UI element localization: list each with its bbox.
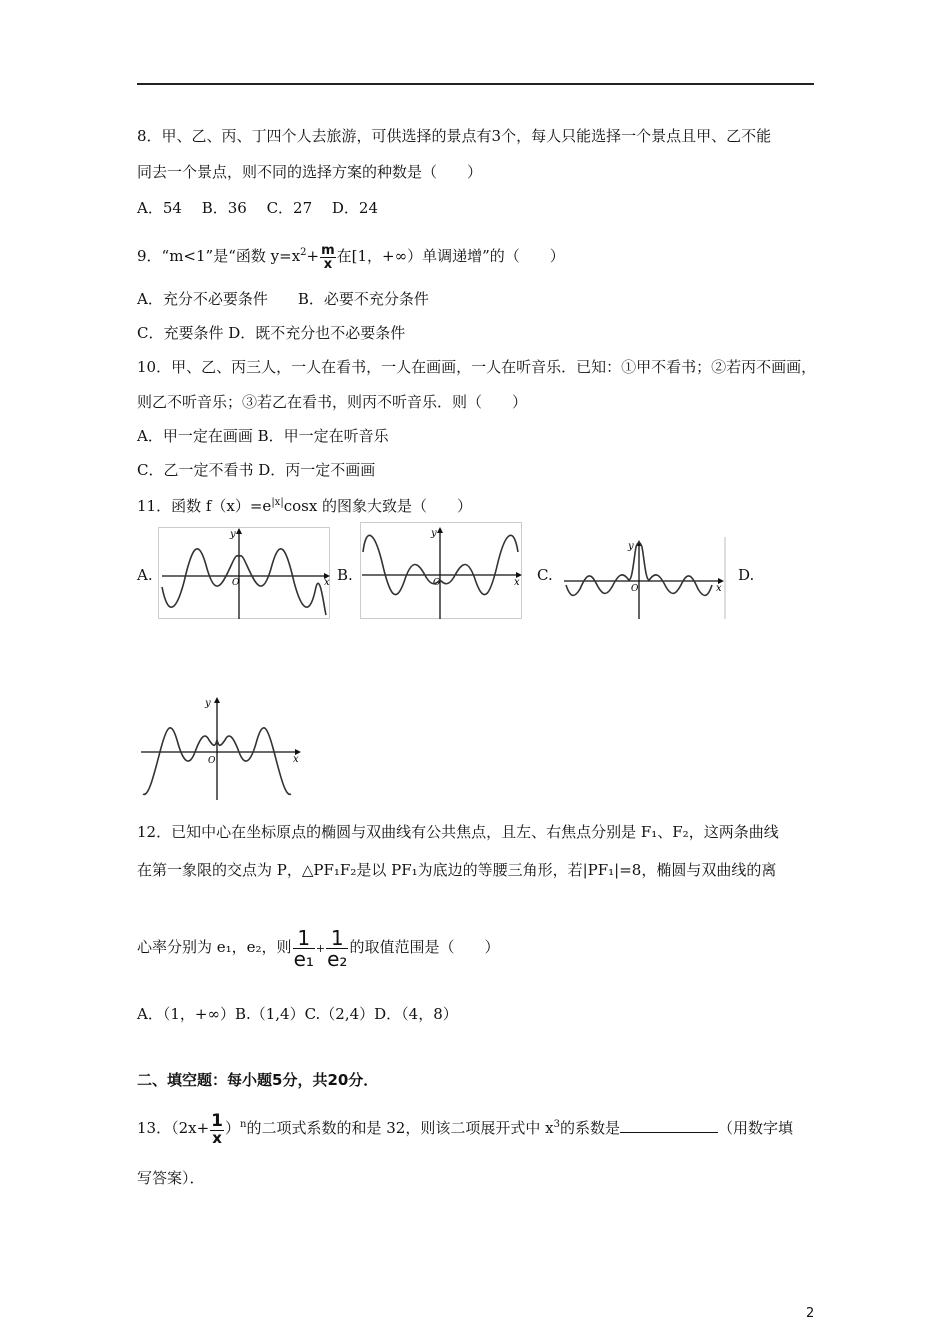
graph-c-x-label: x — [716, 583, 722, 594]
q12-line3 — [137, 918, 499, 976]
graph-b-x-label: x — [514, 577, 520, 588]
q11-option-d-label: D. — [738, 566, 755, 584]
q13-fraction — [210, 1110, 224, 1147]
q12-frac2-den: e₂ — [327, 946, 348, 971]
q10-options-1: A．甲一定在画画 B．甲一定在听音乐 — [137, 427, 389, 445]
q12-line3-post: 的取值范围是（ ） — [349, 938, 500, 956]
q12-options: A．（1，+∞）B.（1,4）C.（2,4）D．（4，8） — [137, 1005, 458, 1023]
graph-d-y-arrow — [214, 697, 220, 703]
q11-pre: 11．函数 f（x）=e — [137, 497, 272, 515]
q13-answer-blank[interactable] — [620, 1117, 718, 1133]
q9-fraction — [320, 244, 336, 271]
graph-b-y-label: y — [431, 528, 437, 539]
q13-text2: 的系数是 — [559, 1119, 620, 1137]
q13-frac-den: x — [212, 1128, 222, 1147]
q11-graph-a — [158, 527, 330, 619]
q13-line2: 写答案）． — [137, 1169, 205, 1187]
q11-option-a-label: A. — [137, 566, 153, 584]
q9-frac-num: m — [321, 242, 335, 258]
q11-graph-d — [137, 690, 305, 800]
section-heading: 二、填空题：每小题5分，共20分． — [137, 1071, 379, 1089]
q11-sup: |x| — [271, 497, 284, 508]
q12-frac2-num: 1 — [326, 928, 348, 949]
q9-options-1: A．充分不必要条件 B．必要不充分条件 — [137, 290, 429, 308]
q12-frac1-num: 1 — [293, 928, 315, 949]
q9-pre: 9．“m<1”是“函数 y=x — [137, 247, 301, 265]
q10-options-2: C．乙一定不看书 D．丙一定不画画 — [137, 461, 376, 479]
q12-line3-pre: 心率分别为 e₁，e₂，则 — [137, 938, 292, 956]
q13-stem — [137, 1102, 793, 1148]
q10-line2: 则乙不听音乐；③若乙在看书，则丙不听音乐．则（ ） — [137, 393, 528, 411]
graph-b-y-arrow — [437, 527, 443, 533]
q9-stem — [137, 236, 565, 270]
graph-d-x-label: x — [293, 754, 299, 765]
q12-frac1-den: e₁ — [293, 946, 314, 971]
q9-options-2: C．充要条件 D．既不充分也不必要条件 — [137, 324, 406, 342]
q12-fraction-2 — [326, 925, 348, 971]
q11-option-c-label: C. — [537, 566, 553, 584]
q13-sup-n: n — [240, 1119, 247, 1130]
q11-graph-c — [562, 537, 726, 619]
header-rule — [137, 83, 814, 85]
q10-line1: 10．甲、乙、丙三人，一人在看书，一人在画画，一人在听音乐．已知：①甲不看书；②若丙不画画， — [137, 358, 817, 376]
graph-a-origin: O — [232, 578, 240, 588]
q9-post: 在[1，+∞）单调递增”的（ ） — [336, 247, 565, 265]
q9-plus: + — [306, 247, 320, 265]
q12-plus: + — [315, 942, 326, 955]
graph-b-origin: O — [433, 578, 441, 588]
q13-pre: 13．（2x+ — [137, 1119, 210, 1137]
q12-line1: 12．已知中心在坐标原点的椭圆与双曲线有公共焦点，且左、右焦点分别是 F₁、F₂，这两条曲线 — [137, 823, 779, 841]
q13-close: ） — [225, 1119, 241, 1137]
q11-post: cosx 的图象大致是（ ） — [283, 497, 473, 515]
q13-text: 的二项式系数的和是 32，则该二项展开式中 x — [246, 1119, 554, 1137]
q8-line2: 同去一个景点，则不同的选择方案的种数是（ ） — [137, 163, 483, 181]
graph-d-origin: O — [208, 756, 216, 766]
q12-line2: 在第一象限的交点为 P，△PF₁F₂是以 PF₁为底边的等腰三角形，若|PF₁|=8，椭圆与双曲线的离 — [137, 861, 777, 879]
q11-graph-b — [360, 522, 522, 619]
graph-c-y-label: y — [628, 541, 634, 552]
graph-d-y-label: y — [205, 698, 211, 709]
q11-stem — [137, 493, 472, 516]
q13-post: （用数字填 — [717, 1119, 793, 1137]
q9-frac-den: x — [323, 256, 333, 272]
graph-a-x-label: x — [324, 577, 330, 588]
q13-frac-num: 1 — [211, 1110, 224, 1131]
graph-a-y-label: y — [230, 529, 236, 540]
q11-option-b-label: B. — [337, 566, 353, 584]
graph-a-y-arrow — [236, 528, 242, 534]
q8-line1: 8．甲、乙、丙、丁四个人去旅游，可供选择的景点有3个，每人只能选择一个景点且甲、乙不能 — [137, 127, 772, 145]
q9-sup: 2 — [300, 247, 307, 258]
page-number: 2 — [806, 1306, 815, 1321]
q8-options: A．54 B．36 C．27 D．24 — [137, 199, 379, 217]
graph-a-curve — [162, 549, 326, 615]
q12-fraction-1 — [293, 925, 315, 971]
q13-sup-3: 3 — [553, 1119, 560, 1130]
graph-c-origin: O — [631, 584, 639, 594]
